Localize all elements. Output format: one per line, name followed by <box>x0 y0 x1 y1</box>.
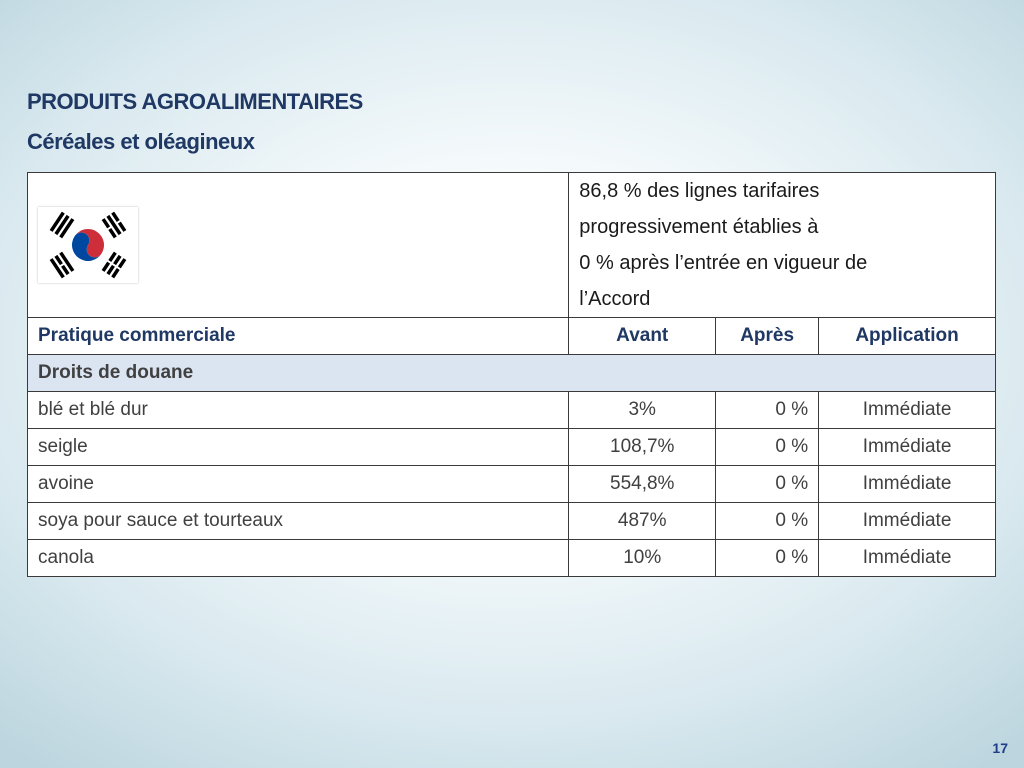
flag-cell <box>28 173 569 318</box>
table-row <box>28 503 996 540</box>
product-cell: avoine <box>28 466 569 503</box>
application-cell: Immédiate <box>819 466 996 503</box>
header-trade-practice: Pratique commerciale <box>28 318 569 355</box>
before-cell: 3% <box>569 392 716 429</box>
tariff-table <box>27 172 996 577</box>
south-korea-flag-icon <box>38 207 138 283</box>
header-after: Après <box>716 318 819 355</box>
table-row <box>28 466 996 503</box>
table-row <box>28 429 996 466</box>
slide-heading <box>27 82 363 162</box>
product-cell: canola <box>28 540 569 577</box>
table-header-row <box>28 318 996 355</box>
table-row <box>28 540 996 577</box>
before-cell: 487% <box>569 503 716 540</box>
application-cell: Immédiate <box>819 392 996 429</box>
application-cell: Immédiate <box>819 540 996 577</box>
product-cell: blé et blé dur <box>28 392 569 429</box>
after-cell: 0 % <box>716 503 819 540</box>
after-cell: 0 % <box>716 466 819 503</box>
after-cell: 0 % <box>716 429 819 466</box>
summary-line: l’Accord <box>579 288 651 310</box>
application-cell: Immédiate <box>819 503 996 540</box>
header-application: Application <box>819 318 996 355</box>
table-summary-row <box>28 173 996 318</box>
before-cell: 10% <box>569 540 716 577</box>
table-row <box>28 392 996 429</box>
summary-cell <box>569 173 996 318</box>
section-label: Droits de douane <box>28 355 996 392</box>
summary-line: 0 % après l’entrée en vigueur de <box>579 252 868 274</box>
slide-title: PRODUITS AGROALIMENTAIRES <box>27 89 363 114</box>
header-before: Avant <box>569 318 716 355</box>
before-cell: 108,7% <box>569 429 716 466</box>
application-cell: Immédiate <box>819 429 996 466</box>
product-cell: soya pour sauce et tourteaux <box>28 503 569 540</box>
after-cell: 0 % <box>716 540 819 577</box>
after-cell: 0 % <box>716 392 819 429</box>
summary-line: progressivement établies à <box>579 216 819 238</box>
page-number: 17 <box>992 740 1008 756</box>
section-row <box>28 355 996 392</box>
product-cell: seigle <box>28 429 569 466</box>
before-cell: 554,8% <box>569 466 716 503</box>
summary-line: 86,8 % des lignes tarifaires <box>579 180 820 202</box>
slide-subtitle: Céréales et oléagineux <box>27 129 255 154</box>
